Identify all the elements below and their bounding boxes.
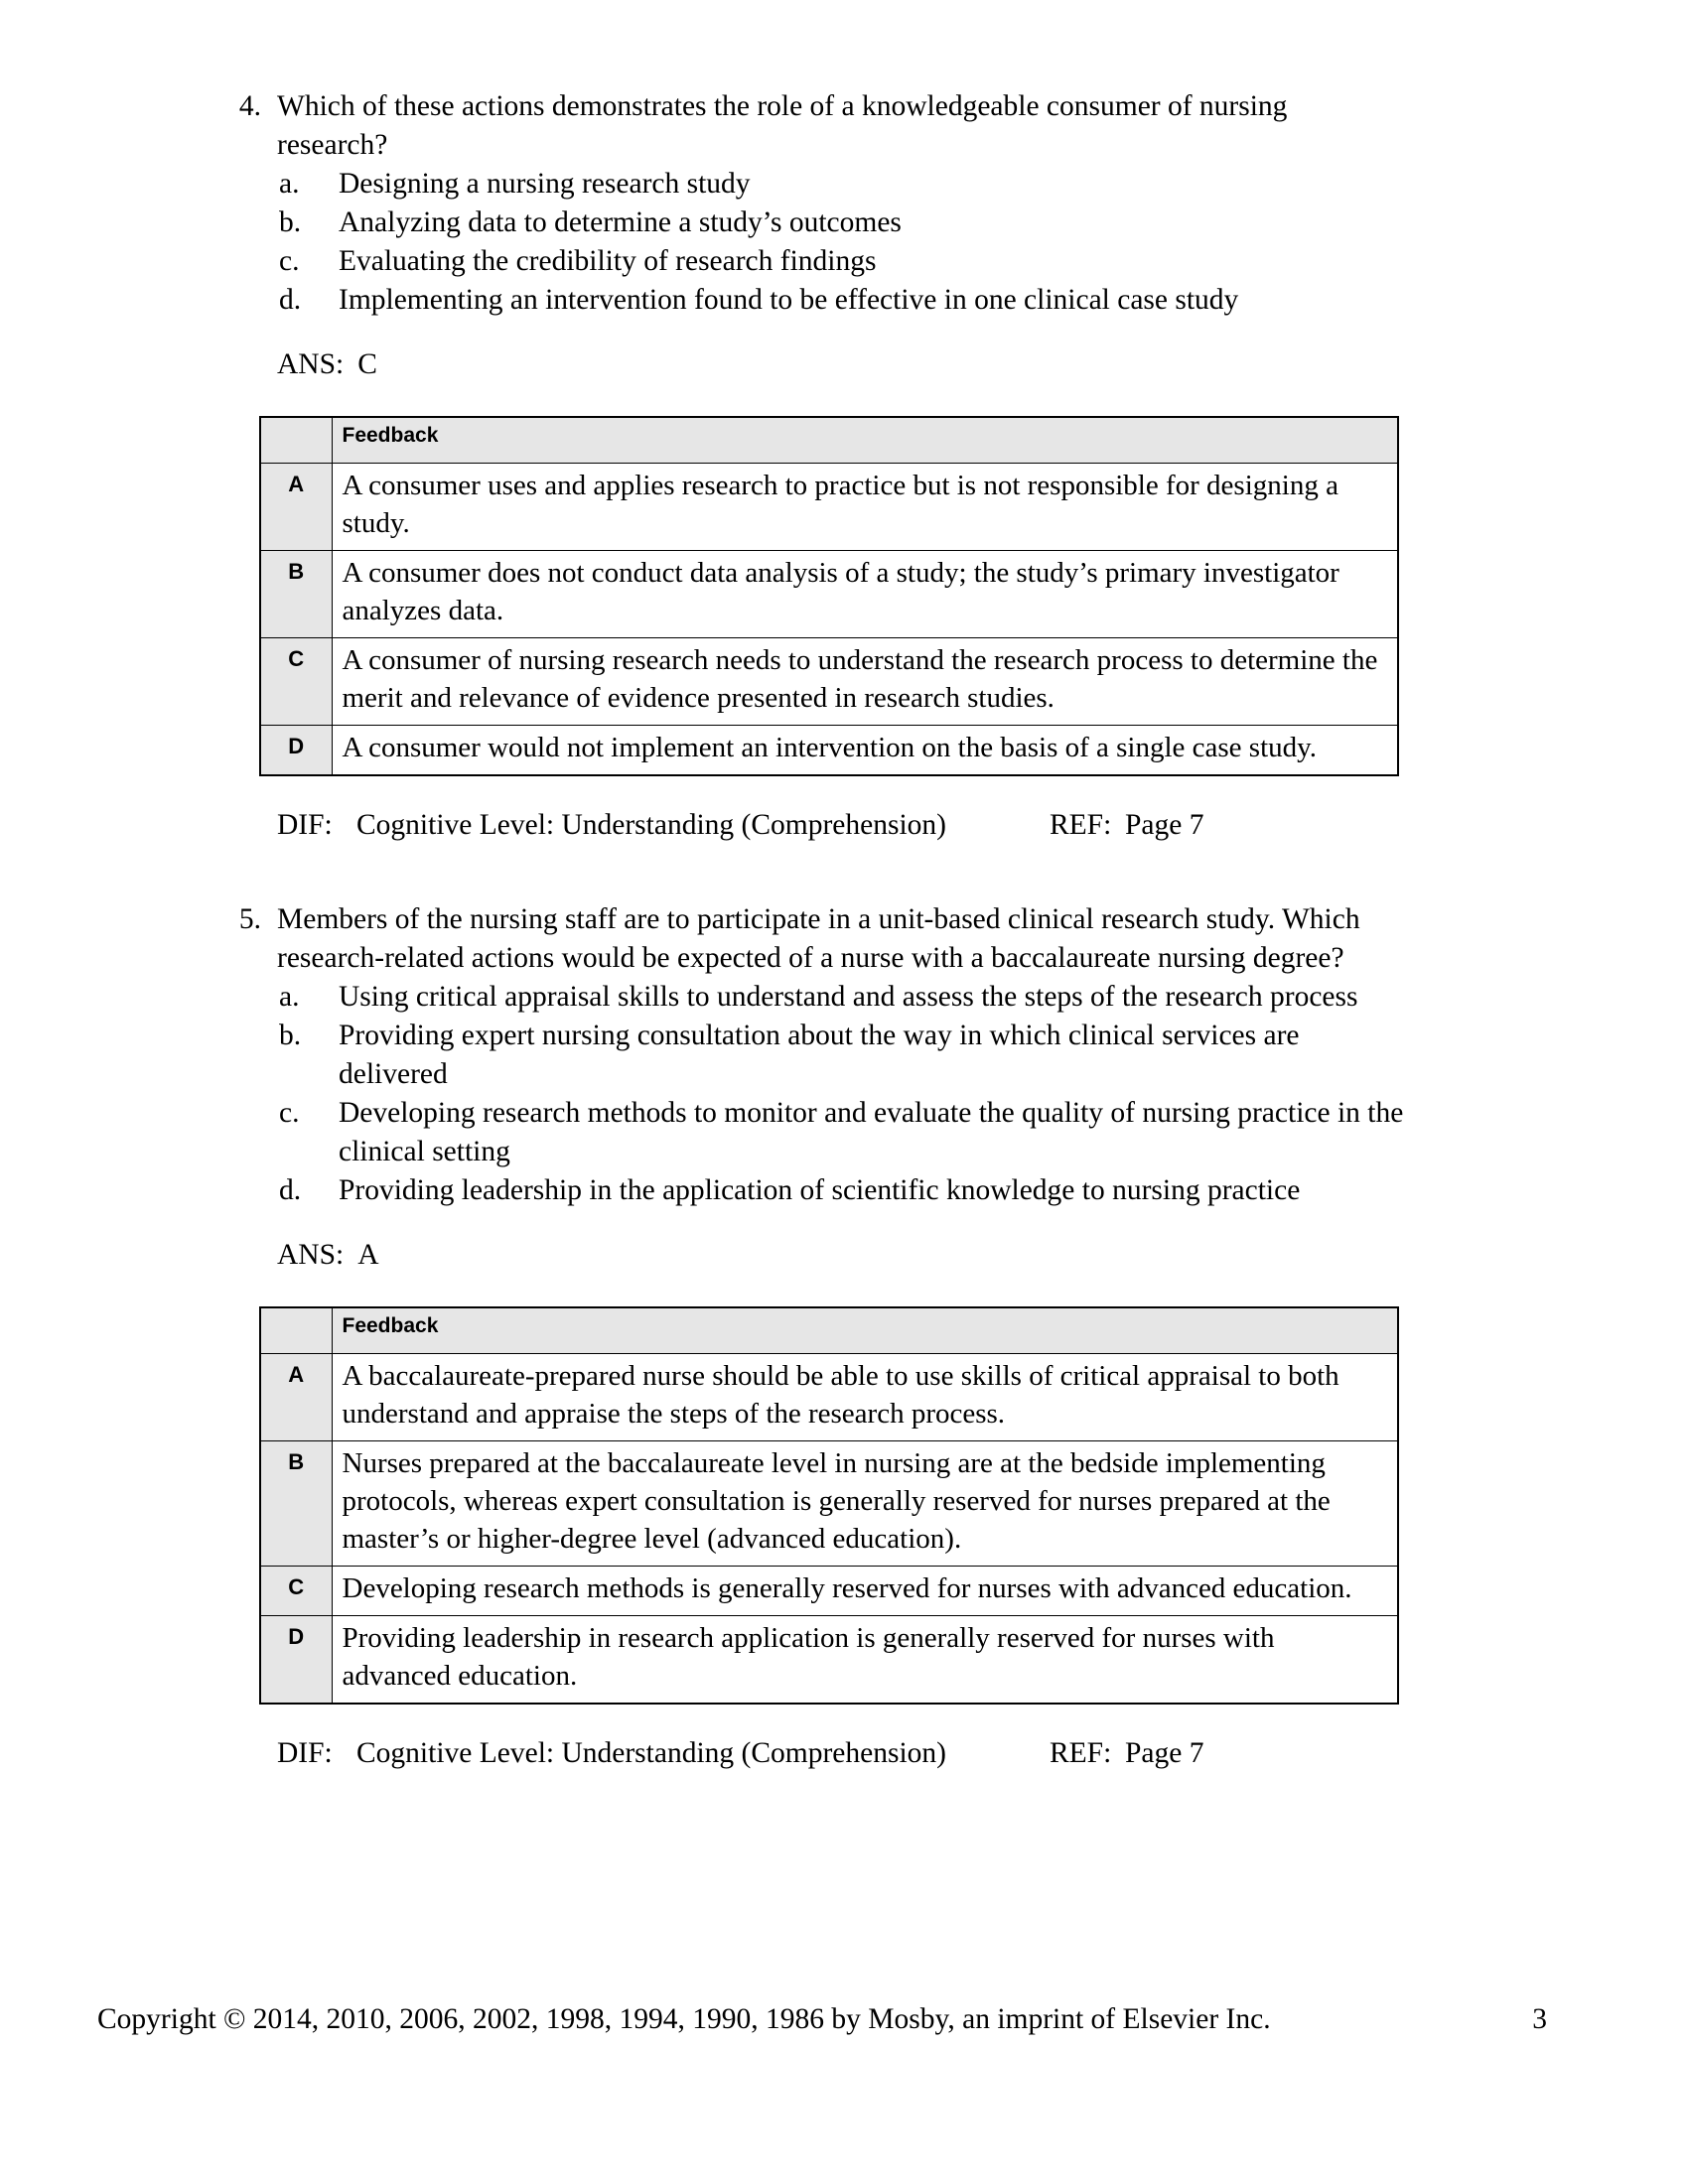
question-heading [223, 87, 1415, 165]
header-blank-cell [260, 1307, 332, 1354]
table-row [260, 1354, 1398, 1441]
dif-label: DIF: [277, 809, 333, 841]
table-header-row [260, 1307, 1398, 1354]
table-row [260, 1616, 1398, 1705]
answer-value: C [357, 348, 377, 380]
table-row [260, 464, 1398, 551]
feedback-text: A baccalaureate-prepared nurse should be able to use skills of critical appraisal to both understand and appraise the steps of the research process. [332, 1354, 1398, 1441]
option-text: Providing leadership in the application of scientific knowledge to nursing practice [339, 1174, 1301, 1206]
table-row [260, 1567, 1398, 1616]
option-text: Analyzing data to determine a study’s outcomes [339, 206, 902, 238]
feedback-letter: A [260, 464, 332, 551]
header-blank-cell [260, 417, 332, 464]
table-row [260, 638, 1398, 726]
feedback-letter: C [260, 1567, 332, 1616]
option-text: Providing expert nursing consultation about the way in which clinical services are delivered [339, 1020, 1300, 1090]
table-row [260, 1441, 1398, 1567]
option-letter: d. [279, 284, 302, 316]
question-stem: Members of the nursing staff are to participate in a unit-based clinical research study. Which research-related actions would be expected of a nurse with a baccalaureate nursing degree? [277, 903, 1360, 974]
feedback-letter: A [260, 1354, 332, 1441]
answer-option [277, 165, 1415, 204]
answer-option [277, 242, 1415, 281]
answer-option [277, 1171, 1415, 1210]
question-stem: Which of these actions demonstrates the role of a knowledgeable consumer of nursing research? [277, 90, 1288, 161]
option-letter: b. [279, 1020, 302, 1051]
dif-value: Cognitive Level: Understanding (Comprehension) [356, 809, 946, 841]
answer-option [277, 204, 1415, 242]
header-feedback-cell: Feedback [332, 1307, 1398, 1354]
answer-value: A [357, 1239, 379, 1271]
feedback-letter: D [260, 726, 332, 776]
ref-value: Page 7 [1124, 809, 1204, 841]
header-feedback-cell: Feedback [332, 417, 1398, 464]
section-gap [223, 845, 1415, 900]
feedback-text: Developing research methods is generally reserved for nurses with advanced education. [332, 1567, 1398, 1616]
option-text: Using critical appraisal skills to understand and assess the steps of the research process [339, 981, 1358, 1013]
answer-options-list [277, 165, 1415, 320]
answer-options-list [277, 978, 1415, 1210]
feedback-table-wrapper [259, 1306, 1415, 1705]
table-row [260, 551, 1398, 638]
option-text: Evaluating the credibility of research findings [339, 245, 877, 277]
dif-value: Cognitive Level: Understanding (Comprehension) [356, 1737, 946, 1769]
feedback-table [259, 1306, 1399, 1705]
dif-ref-line [277, 1734, 1415, 1773]
feedback-letter: C [260, 638, 332, 726]
option-text: Implementing an intervention found to be effective in one clinical case study [339, 284, 1239, 316]
feedback-text: A consumer does not conduct data analysis of a study; the study’s primary investigator analyzes data. [332, 551, 1398, 638]
feedback-text: Providing leadership in research application is generally reserved for nurses with advanced education. [332, 1616, 1398, 1705]
question-number: 5. [238, 903, 261, 935]
question-block-5 [223, 900, 1415, 1773]
answer-label: ANS: [277, 348, 345, 380]
copyright-notice: Copyright © 2014, 2010, 2006, 2002, 1998, 1994, 1990, 1986 by Mosby, an imprint of Elsevier Inc. [97, 2003, 1271, 2035]
feedback-letter: B [260, 551, 332, 638]
feedback-text: A consumer would not implement an intervention on the basis of a single case study. [332, 726, 1398, 776]
feedback-text: A consumer uses and applies research to practice but is not responsible for designing a study. [332, 464, 1398, 551]
ref-label: REF: [1049, 809, 1112, 841]
answer-option [277, 1017, 1415, 1094]
answer-line [277, 345, 1415, 384]
option-letter: a. [279, 981, 300, 1013]
answer-option [277, 1094, 1415, 1171]
question-number: 4. [238, 90, 261, 122]
feedback-letter: B [260, 1441, 332, 1567]
page-footer [97, 2000, 1591, 2039]
answer-line [277, 1236, 1415, 1275]
dif-label: DIF: [277, 1737, 333, 1769]
feedback-table [259, 416, 1399, 776]
page-content [223, 87, 1415, 1773]
table-header-row [260, 417, 1398, 464]
answer-label: ANS: [277, 1239, 345, 1271]
feedback-table-wrapper [259, 416, 1415, 776]
option-letter: d. [279, 1174, 302, 1206]
question-block-4 [223, 87, 1415, 845]
feedback-letter: D [260, 1616, 332, 1705]
answer-option [277, 978, 1415, 1017]
table-row [260, 726, 1398, 776]
ref-label: REF: [1049, 1737, 1112, 1769]
feedback-text: Nurses prepared at the baccalaureate level in nursing are at the bedside implementing protocols, whereas expert consultation is generally reserved for nurses prepared at the master’s or higher-degree level (advanced education). [332, 1441, 1398, 1567]
page-number: 3 [1532, 2003, 1547, 2035]
option-letter: b. [279, 206, 302, 238]
feedback-text: A consumer of nursing research needs to understand the research process to determine the merit and relevance of evidence presented in research studies. [332, 638, 1398, 726]
option-letter: a. [279, 168, 300, 200]
ref-value: Page 7 [1124, 1737, 1204, 1769]
option-text: Designing a nursing research study [339, 168, 751, 200]
option-letter: c. [279, 1097, 300, 1129]
option-letter: c. [279, 245, 300, 277]
answer-option [277, 281, 1415, 320]
question-heading [223, 900, 1415, 978]
dif-ref-line [277, 806, 1415, 845]
option-text: Developing research methods to monitor and evaluate the quality of nursing practice in the clinical setting [339, 1097, 1404, 1167]
